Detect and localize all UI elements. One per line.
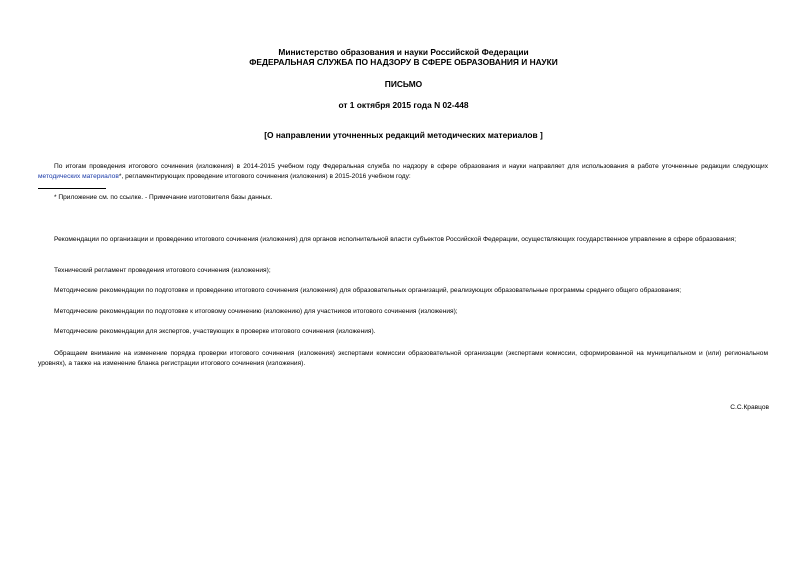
intro-text-part1: По итогам проведения итогового сочинения (изложения) в 2014-2015 учебном году Федеральная служба по надзору в сфере образования и науки направляет для использования в работе уточненные редакции следующих [54,163,768,170]
methodical-materials-link[interactable]: методических материалов [38,172,119,180]
document-type: ПИСЬМО [384,79,423,89]
intro-paragraph [38,162,768,181]
recommendations-paragraph: Рекомендации по организации и проведению итогового сочинения (изложения) для органов исполнительной власти субъектов Российской Федерации, осуществляющих государственное управление в сфере образования; [54,236,737,243]
footnote-divider [38,188,106,189]
document-subject: [О направлении уточненных редакций методических материалов ] [264,130,543,140]
ministry-title: Министерство образования и науки Российской Федерации [278,47,529,57]
attention-paragraph: Обращаем внимание на изменение порядка проверки итогового сочинения (изложения) экспертами комиссии образовательной организации (экспертами комиссии, сформированной на муниципальном и (или) региональном уровнях), а также на изменение бланка регистрации итогового сочинения (изложения). [38,350,768,367]
footnote-text: * Приложение см. по ссылке. - Примечание изготовителя базы данных. [54,194,273,201]
signature: С.С.Кравцов [730,404,769,411]
item-method-participants: Методические рекомендации по подготовке к итоговому сочинению (изложению) для участников итогового сочинения (изложения); [54,308,458,315]
document-date-number: от 1 октября 2015 года N 02-448 [338,100,469,110]
intro-text-part2: *, регламентирующих проведение итогового сочинения (изложения) в 2015-2016 учебном году: [118,172,411,180]
service-title: ФЕДЕРАЛЬНАЯ СЛУЖБА ПО НАДЗОРУ В СФЕРЕ ОБРАЗОВАНИЯ И НАУКИ [249,57,558,67]
item-method-organizations: Методические рекомендации по подготовке и проведению итогового сочинения (изложения) для образовательных организаций, реализующих образовательные программы среднего общего образования; [54,287,682,294]
item-method-experts: Методические рекомендации для экспертов, участвующих в проверке итогового сочинения (изложения). [54,328,376,335]
item-technical-regulation: Технический регламент проведения итогового сочинения (изложения); [54,267,271,274]
